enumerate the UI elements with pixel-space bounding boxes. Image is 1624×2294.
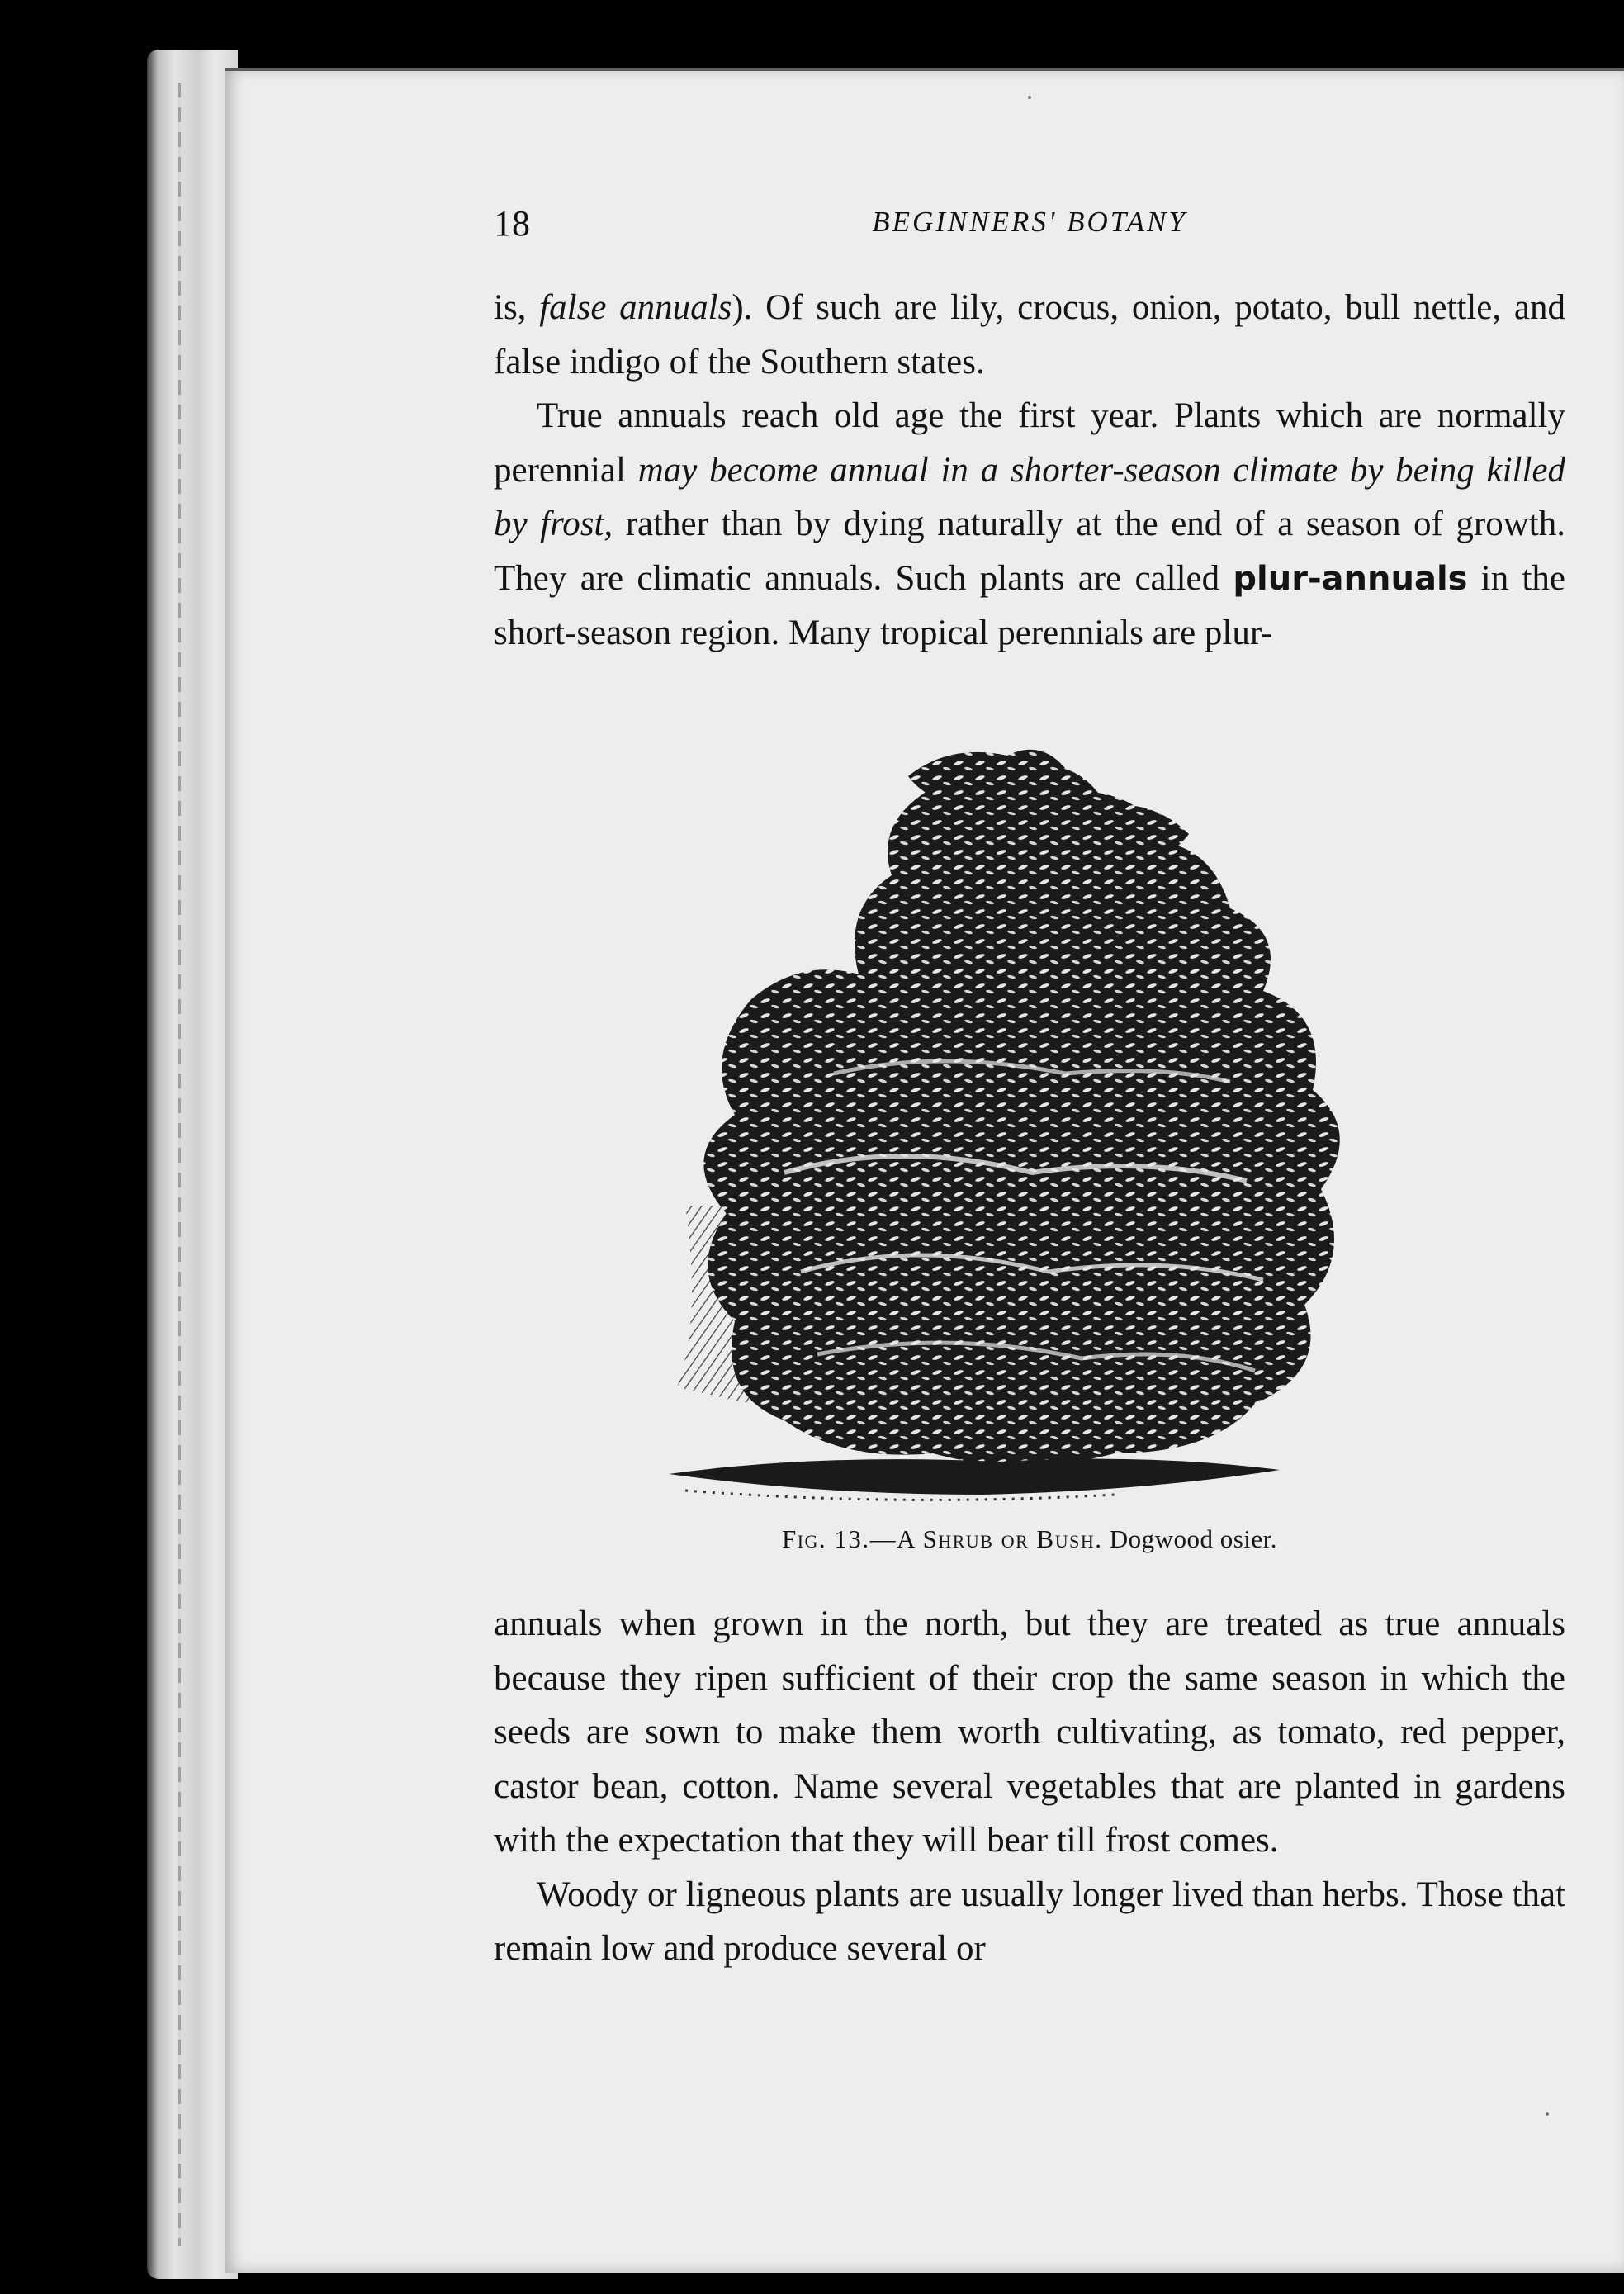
text-block-top	[494, 281, 1565, 661]
figure-title: —A Shrub or Bush.	[869, 1524, 1103, 1553]
figure-label: Fig. 13.	[781, 1524, 870, 1553]
speck	[1546, 2112, 1549, 2116]
text-run: in the short-season region. Many tropical perennials are plur-	[494, 558, 1565, 652]
text-run: is,	[494, 288, 540, 327]
paragraph: annuals when grown in the north, but they are treated as true annuals because they ripen sufficient of their crop the same season in which the seeds are sown to make them worth cultivating, as tomato, red pepper, castor bean, cotton. Name several vegetables that are planted in gardens with the expectation that they will bear till frost comes.	[494, 1604, 1565, 1860]
speck	[1028, 96, 1031, 99]
page-number: 18	[494, 203, 530, 244]
figure-note: Dogwood osier.	[1109, 1524, 1278, 1553]
text-run: ). Of such are lily, crocus, onion, potato, bull nettle, and false indigo of the Southern states.	[494, 288, 1565, 382]
italic-phrase: may become annual in a shorter-season climate by being killed by frost,	[494, 450, 1565, 543]
text-block-bottom	[494, 1597, 1565, 1976]
italic-term: false annuals	[539, 288, 732, 327]
paragraph	[494, 389, 1565, 661]
figure-caption	[494, 1524, 1565, 1554]
shrub-illustration	[652, 743, 1395, 1519]
paragraph	[494, 281, 1565, 389]
page-header	[494, 202, 1565, 252]
paragraph: Woody or ligneous plants are usually longer lived than herbs. Those that remain low and produce several or	[494, 1875, 1565, 1968]
running-title: BEGINNERS' BOTANY	[872, 206, 1187, 238]
text-run: True annuals reach old age the first year. Plants which are normally perennial	[494, 396, 1565, 490]
bold-term: plur-annuals	[1233, 559, 1468, 598]
text-run: rather than by dying naturally at the end of a season of growth. They are climatic annuals. Such plants are called	[494, 505, 1565, 598]
